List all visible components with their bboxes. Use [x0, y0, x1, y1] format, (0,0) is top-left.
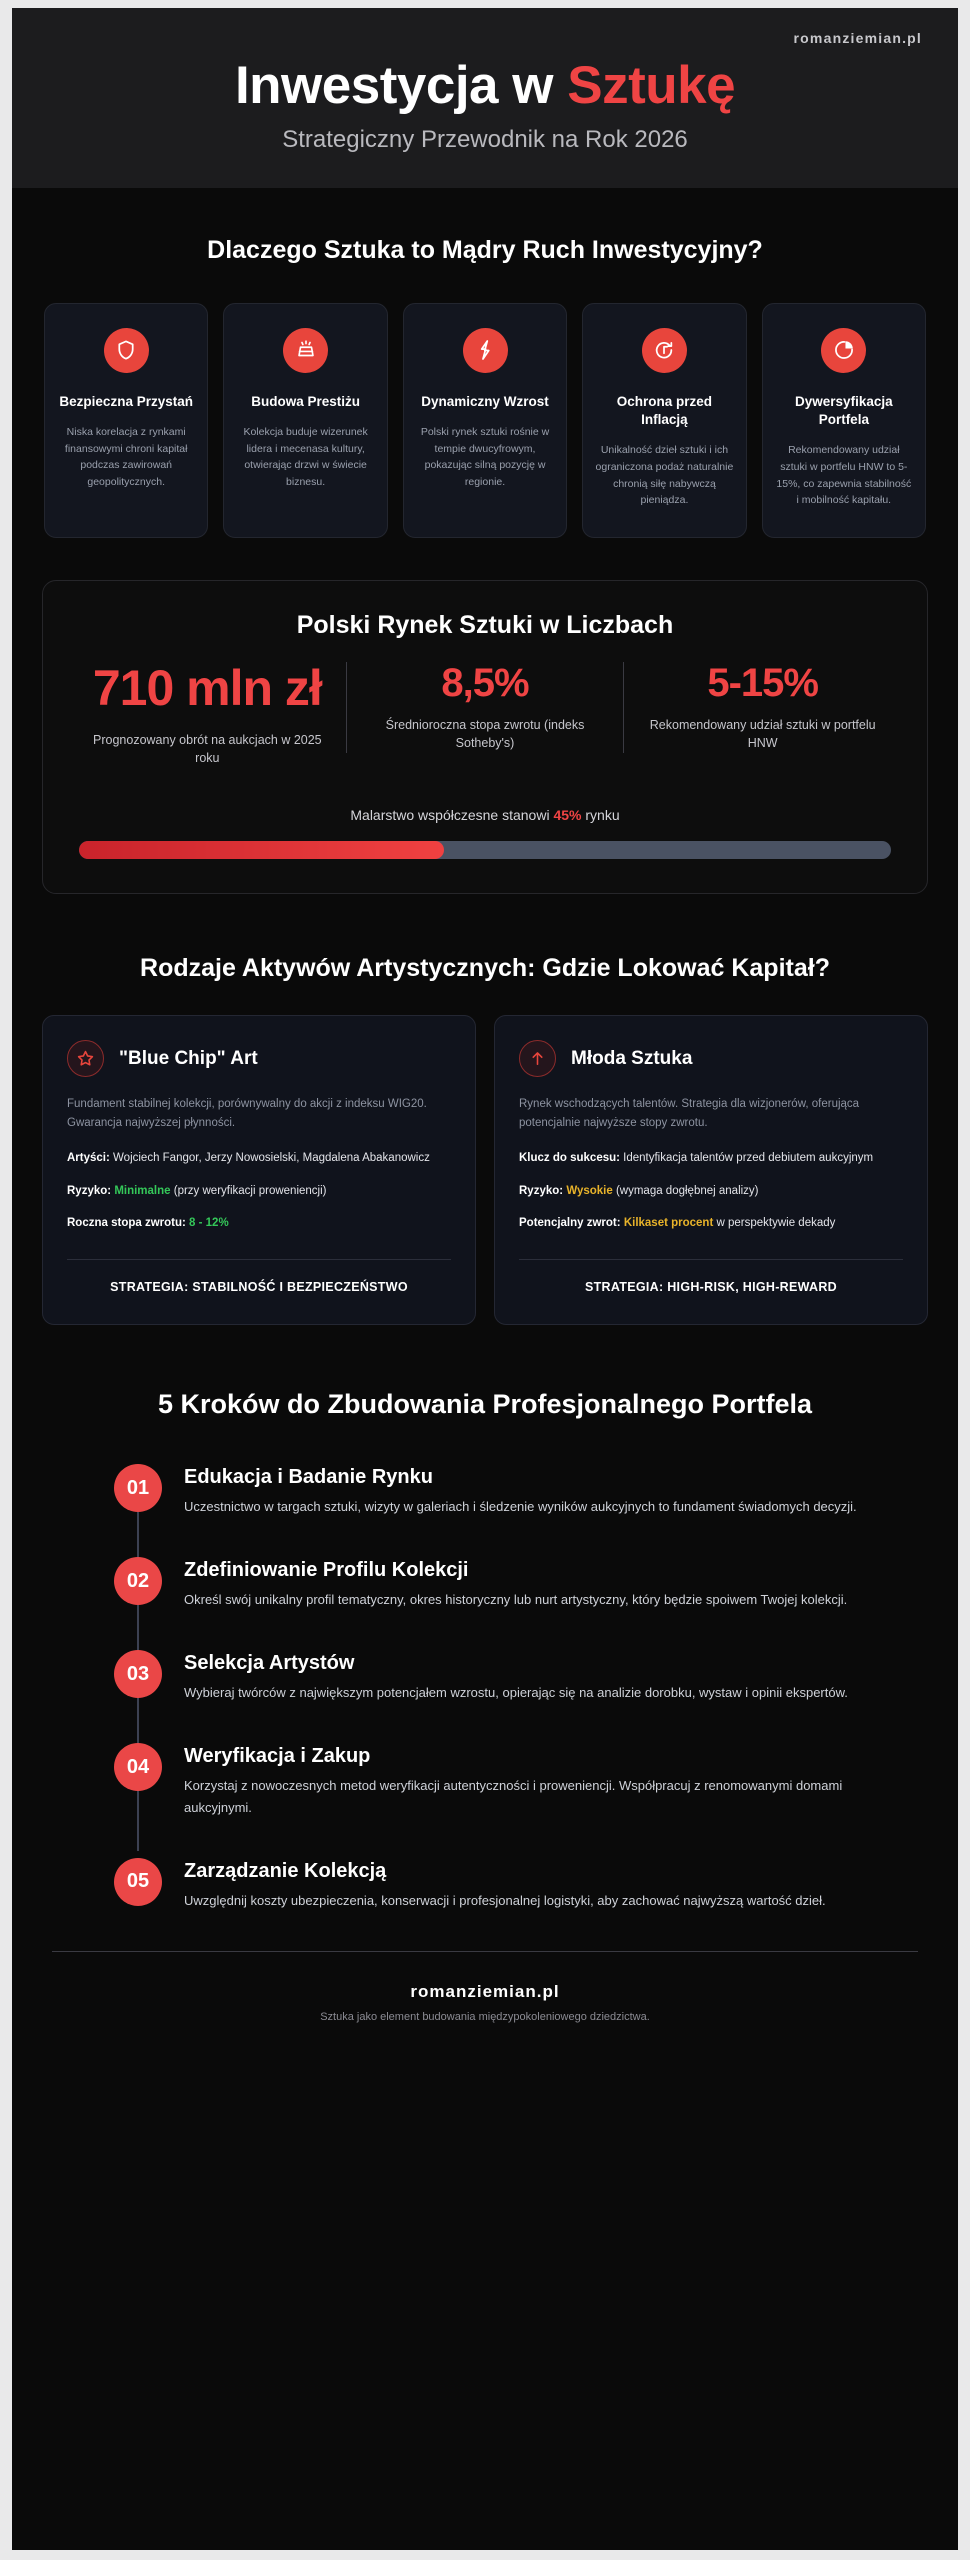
why-card-grid: [42, 303, 928, 539]
assets-section: [12, 894, 958, 1325]
why-card-title: Ochrona przed Inflacją: [616, 393, 713, 427]
why-card: [762, 303, 926, 539]
step-number-badge: 03: [114, 1650, 162, 1698]
step-item: [98, 1650, 928, 1703]
step-title: Zdefiniowanie Profilu Kolekcji: [184, 1559, 469, 1582]
gem-crown-icon: [283, 328, 328, 373]
asset-card: [494, 1015, 928, 1325]
asset-row-highlight: Kilkaset procent: [623, 1217, 714, 1230]
page-title: [42, 58, 928, 114]
asset-row-value: Wojciech Fangor, Jerzy Nowosielski, Magdalena Abakanowicz: [109, 1151, 430, 1164]
asset-card-header: [519, 1040, 903, 1077]
progress-caption-value: 45%: [553, 807, 582, 824]
why-card: [44, 303, 208, 539]
asset-card-header: [67, 1040, 451, 1077]
step-text: Korzystaj z nowoczesnych metod weryfikacji autentyczności i proweniencji. Współpracuj z renomowanymi domami aukcyjnymi.: [184, 1778, 843, 1815]
asset-row-value: Identyfikacja talentów przed debiutem aukcyjnym: [619, 1151, 874, 1164]
step-number-badge: 05: [114, 1858, 162, 1906]
star-icon: [67, 1040, 104, 1077]
step-text: Uczestnictwo w targach sztuki, wizyty w galeriach i śledzenie wyników aukcyjnych to fundament świadomych decyzji.: [184, 1499, 857, 1515]
asset-row-highlight: Wysokie: [566, 1184, 613, 1197]
stat-label: Średnioroczna stopa zwrotu (indeks Sotheby's): [385, 718, 585, 751]
asset-row-label: Artyści:: [67, 1151, 110, 1164]
stat-value: 8,5%: [441, 661, 529, 706]
footer-tagline: Sztuka jako element budowania międzypokoleniowego dziedzictwa.: [320, 2010, 650, 2023]
footer-brand: romanziemian.pl: [410, 1981, 560, 2001]
asset-row-label: Ryzyko:: [519, 1184, 564, 1197]
steps-section-title: 5 Kroków do Zbudowania Profesjonalnego Portfela: [157, 1389, 813, 1420]
page-title-main: Inwestycja w: [234, 56, 568, 115]
divider: [67, 1259, 451, 1260]
why-card-title: Bezpieczna Przystań: [59, 393, 193, 409]
asset-row-label: Potencjalny zwrot:: [519, 1217, 621, 1230]
why-card: [582, 303, 746, 539]
asset-card-desc: Fundament stabilnej kolekcji, porównywalny do akcji z indeksu WIG20. Gwarancja najwyższej płynności.: [67, 1098, 427, 1129]
step-body: [184, 1557, 865, 1610]
why-card-text: Rekomendowany udział sztuki w portfelu HNW to 5-15%, co zapewnia stabilność i mobilność kapitału.: [776, 444, 912, 507]
why-section: [12, 188, 958, 539]
step-body: [184, 1650, 866, 1703]
asset-strategy-label: STRATEGIA: HIGH-RISK, HIGH-REWARD: [584, 1279, 838, 1294]
stats-row: [63, 662, 907, 767]
brand-top-label: romanziemian.pl: [793, 30, 922, 46]
step-text: Uwzględnij koszty ubezpieczenia, konserwacji i profesjonalnej logistyki, aby zachować najwyższą wartość dzieł.: [184, 1892, 826, 1908]
steps-list: [42, 1464, 928, 1910]
step-title: Selekcja Artystów: [184, 1652, 355, 1675]
step-text: Określ swój unikalny profil tematyczny, okres historyczny lub nurt artystyczny, który będzie spoiwem Twojej kolekcji.: [184, 1592, 848, 1608]
lightning-bolt-icon: [463, 328, 508, 373]
assets-section-title: Rodzaje Aktywów Artystycznych: Gdzie Lokować Kapitał?: [140, 954, 830, 983]
asset-row: [67, 1214, 451, 1234]
progress-bar-fill: [79, 841, 444, 859]
asset-row: [67, 1149, 451, 1169]
stat-label: Rekomendowany udział sztuki w portfelu HNW: [649, 718, 876, 751]
hero-header: [12, 8, 958, 188]
page-title-accent: Sztukę: [567, 56, 736, 115]
steps-section: [12, 1325, 958, 1910]
progress-bar-track: [79, 841, 891, 859]
step-body: [184, 1858, 844, 1911]
asset-card-title: "Blue Chip" Art: [119, 1047, 258, 1069]
asset-row-label: Klucz do sukcesu:: [519, 1151, 620, 1164]
why-card-text: Kolekcja buduje wizerunek lidera i mecenasa kultury, otwierając drzwi w świecie biznesu.: [243, 425, 368, 489]
asset-row-highlight: 8 - 12%: [189, 1217, 229, 1230]
divider: [519, 1259, 903, 1260]
progress-caption-after: rynku: [581, 807, 620, 824]
stats-section: [12, 538, 958, 894]
why-card-title: Budowa Prestiżu: [251, 393, 360, 409]
asset-row-label: Ryzyko:: [67, 1184, 112, 1197]
assets-card-grid: [42, 1015, 928, 1325]
page-subtitle: Strategiczny Przewodnik na Rok 2026: [282, 125, 688, 153]
why-card-title: Dynamiczny Wzrost: [421, 393, 549, 409]
shield-icon: [104, 328, 149, 373]
step-body: [184, 1464, 875, 1517]
step-title: Edukacja i Badanie Rynku: [184, 1466, 433, 1489]
asset-row-label: Roczna stopa zwrotu:: [67, 1217, 186, 1230]
asset-strategy-label: STRATEGIA: STABILNOŚĆ I BEZPIECZEŃSTWO: [110, 1279, 408, 1294]
step-number-badge: 04: [114, 1743, 162, 1791]
step-item: [98, 1743, 928, 1817]
asset-row-tail: w perspektywie dekady: [713, 1217, 836, 1230]
step-item: [98, 1464, 928, 1517]
pie-chart-icon: [821, 328, 866, 373]
asset-row: [519, 1214, 903, 1234]
asset-spacer: [67, 1247, 451, 1253]
step-item: [98, 1858, 928, 1911]
why-card: [223, 303, 387, 539]
why-card-text: Polski rynek sztuki rośnie w tempie dwucyfrowym, pokazując silną pozycję w regionie.: [420, 425, 550, 489]
why-section-title: Dlaczego Sztuka to Mądry Ruch Inwestycyjny?: [207, 235, 763, 264]
asset-row-tail: (przy weryfikacji proweniencji): [170, 1184, 327, 1197]
asset-spacer: [519, 1247, 903, 1253]
page-footer: [52, 1951, 918, 2073]
why-card: [403, 303, 567, 539]
step-body: [184, 1743, 928, 1817]
step-item: [98, 1557, 928, 1610]
asset-row-tail: (wymaga dogłębnej analizy): [612, 1184, 759, 1197]
asset-card-title: Młoda Sztuka: [571, 1047, 693, 1069]
step-title: Weryfikacja i Zakup: [184, 1745, 371, 1768]
shield-refresh-icon: [642, 328, 687, 373]
stat-value: 710 mln zł: [92, 660, 322, 717]
step-title: Zarządzanie Kolekcją: [184, 1859, 387, 1882]
stat-label: Prognozowany obrót na aukcjach w 2025 roku: [93, 732, 322, 765]
asset-card-desc: Rynek wschodzących talentów. Strategia dla wizjonerów, oferująca potencjalnie najwyższe stopy zwrotu.: [519, 1098, 860, 1129]
asset-row: [67, 1182, 451, 1202]
asset-row: [519, 1149, 903, 1169]
why-card-text: Niska korelacja z rynkami finansowymi chroni kapitał podczas zawirowań geopolitycznych.: [64, 425, 188, 489]
why-card-text: Unikalność dzieł sztuki i ich ograniczona podaż naturalnie chronią siłę nabywczą pieniądza.: [595, 444, 734, 507]
why-card-title: Dywersyfikacja Portfela: [795, 393, 893, 427]
stat-item: [69, 662, 346, 767]
stats-title: Polski Rynek Sztuki w Liczbach: [296, 611, 674, 640]
stat-value: 5-15%: [707, 661, 818, 706]
asset-row: [519, 1182, 903, 1202]
arrow-up-icon: [519, 1040, 556, 1077]
progress-caption: [63, 807, 907, 823]
step-number-badge: 01: [114, 1464, 162, 1512]
asset-card: [42, 1015, 476, 1325]
asset-row-highlight: Minimalne: [114, 1184, 171, 1197]
stat-item: [623, 662, 901, 752]
stat-item: [346, 662, 624, 752]
stats-panel: [42, 580, 928, 894]
progress-caption-before: Malarstwo współczesne stanowi: [350, 807, 554, 824]
step-text: Wybieraj twórców z największym potencjałem wzrostu, opierając się na analizie dorobku, wystaw i opinii ekspertów.: [184, 1685, 848, 1701]
step-number-badge: 02: [114, 1557, 162, 1605]
